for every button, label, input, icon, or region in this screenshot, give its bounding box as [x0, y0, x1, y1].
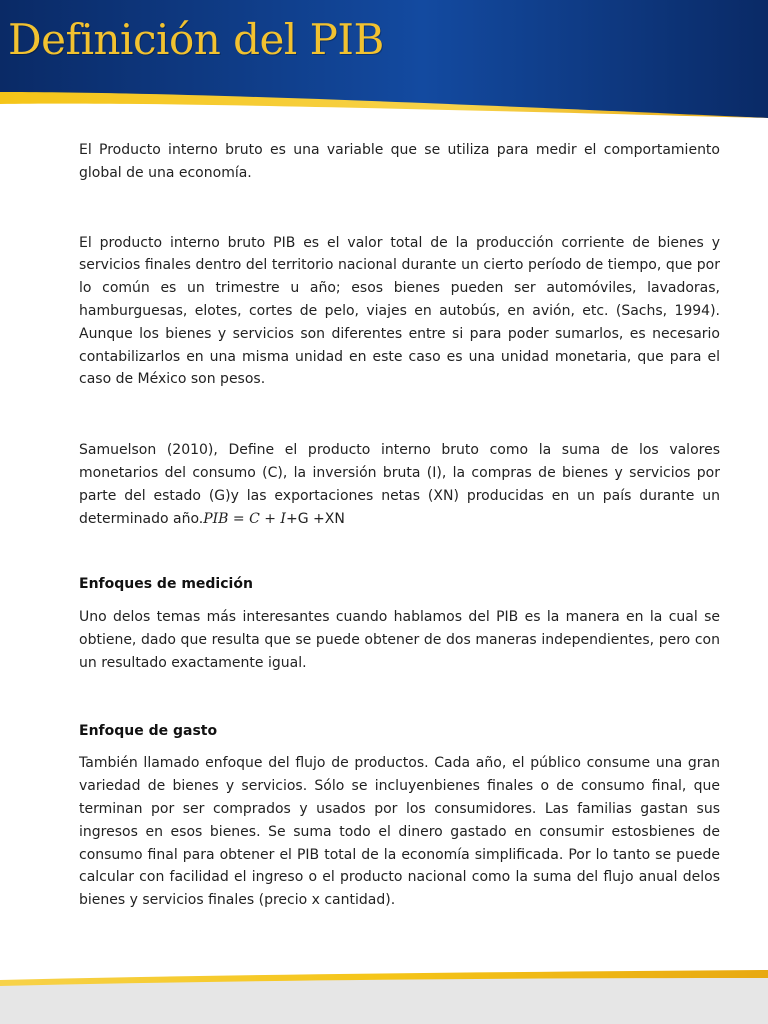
- paragraph-samuelson: [79, 439, 720, 530]
- paragraph-enfoques: Uno delos temas más interesantes cuando hablamos del PIB es la manera en la cual se obtiene, dado que resulta que se puede obtener de dos maneras independientes, pero con un resultado exactamente igual.: [79, 609, 720, 671]
- paragraph-gasto: También llamado enfoque del flujo de productos. Cada año, el público consume una gran variedad de bienes y servicios. Sólo se incluyenbienes finales o de consumo final, que terminan por ser comprados y usados por los consumidores. Las familias gastan sus ingresos en esos bienes. Se suma todo el dinero gastado en consumir estosbienes de consumo final para obtener el PIB total de la economía simplificada. Por lo tanto se puede calcular con facilidad el ingreso o el producto nacional como la suma del flujo anual delos bienes y servicios finales (precio x cantidad).: [79, 755, 720, 909]
- page-title: Definición del PIB: [8, 15, 384, 64]
- pib-formula: PIB = C + I: [203, 510, 286, 527]
- document-body: [79, 139, 720, 912]
- header-banner: [0, 0, 768, 118]
- heading-enfoques: Enfoques de medición: [79, 576, 253, 593]
- samuelson-text: Samuelson (2010), Define el producto interno bruto como la suma de los valores monetarios del consumo (C), la inversión bruta (I), la compras de bienes y servicios por parte del estado (G)y las exportaciones netas (XN) producidas en un país durante un determinado año.: [79, 442, 720, 527]
- heading-gasto: Enfoque de gasto: [79, 722, 218, 739]
- paragraph-intro: El Producto interno bruto es una variable que se utiliza para medir el comportamiento global de una economía.: [79, 142, 720, 181]
- pib-formula-tail: +G +XN: [285, 510, 345, 527]
- paragraph-definition: El producto interno bruto PIB es el valor total de la producción corriente de bienes y servicios finales dentro del territorio nacional durante un cierto período de tiempo, que por lo común es un trimestre u año; esos bienes pueden ser automóviles, lavadoras, hamburguesas, elotes, cortes de pelo, viajes en autobús, en avión, etc. (Sachs, 1994). Aunque los bienes y servicios son diferentes entre si para poder sumarlos, es necesario contabilizarlos en una misma unidad en este caso es una unidad monetaria, que para el caso de México son pesos.: [79, 234, 720, 388]
- footer-decoration: [0, 966, 768, 1024]
- footer-banner: [0, 966, 768, 1024]
